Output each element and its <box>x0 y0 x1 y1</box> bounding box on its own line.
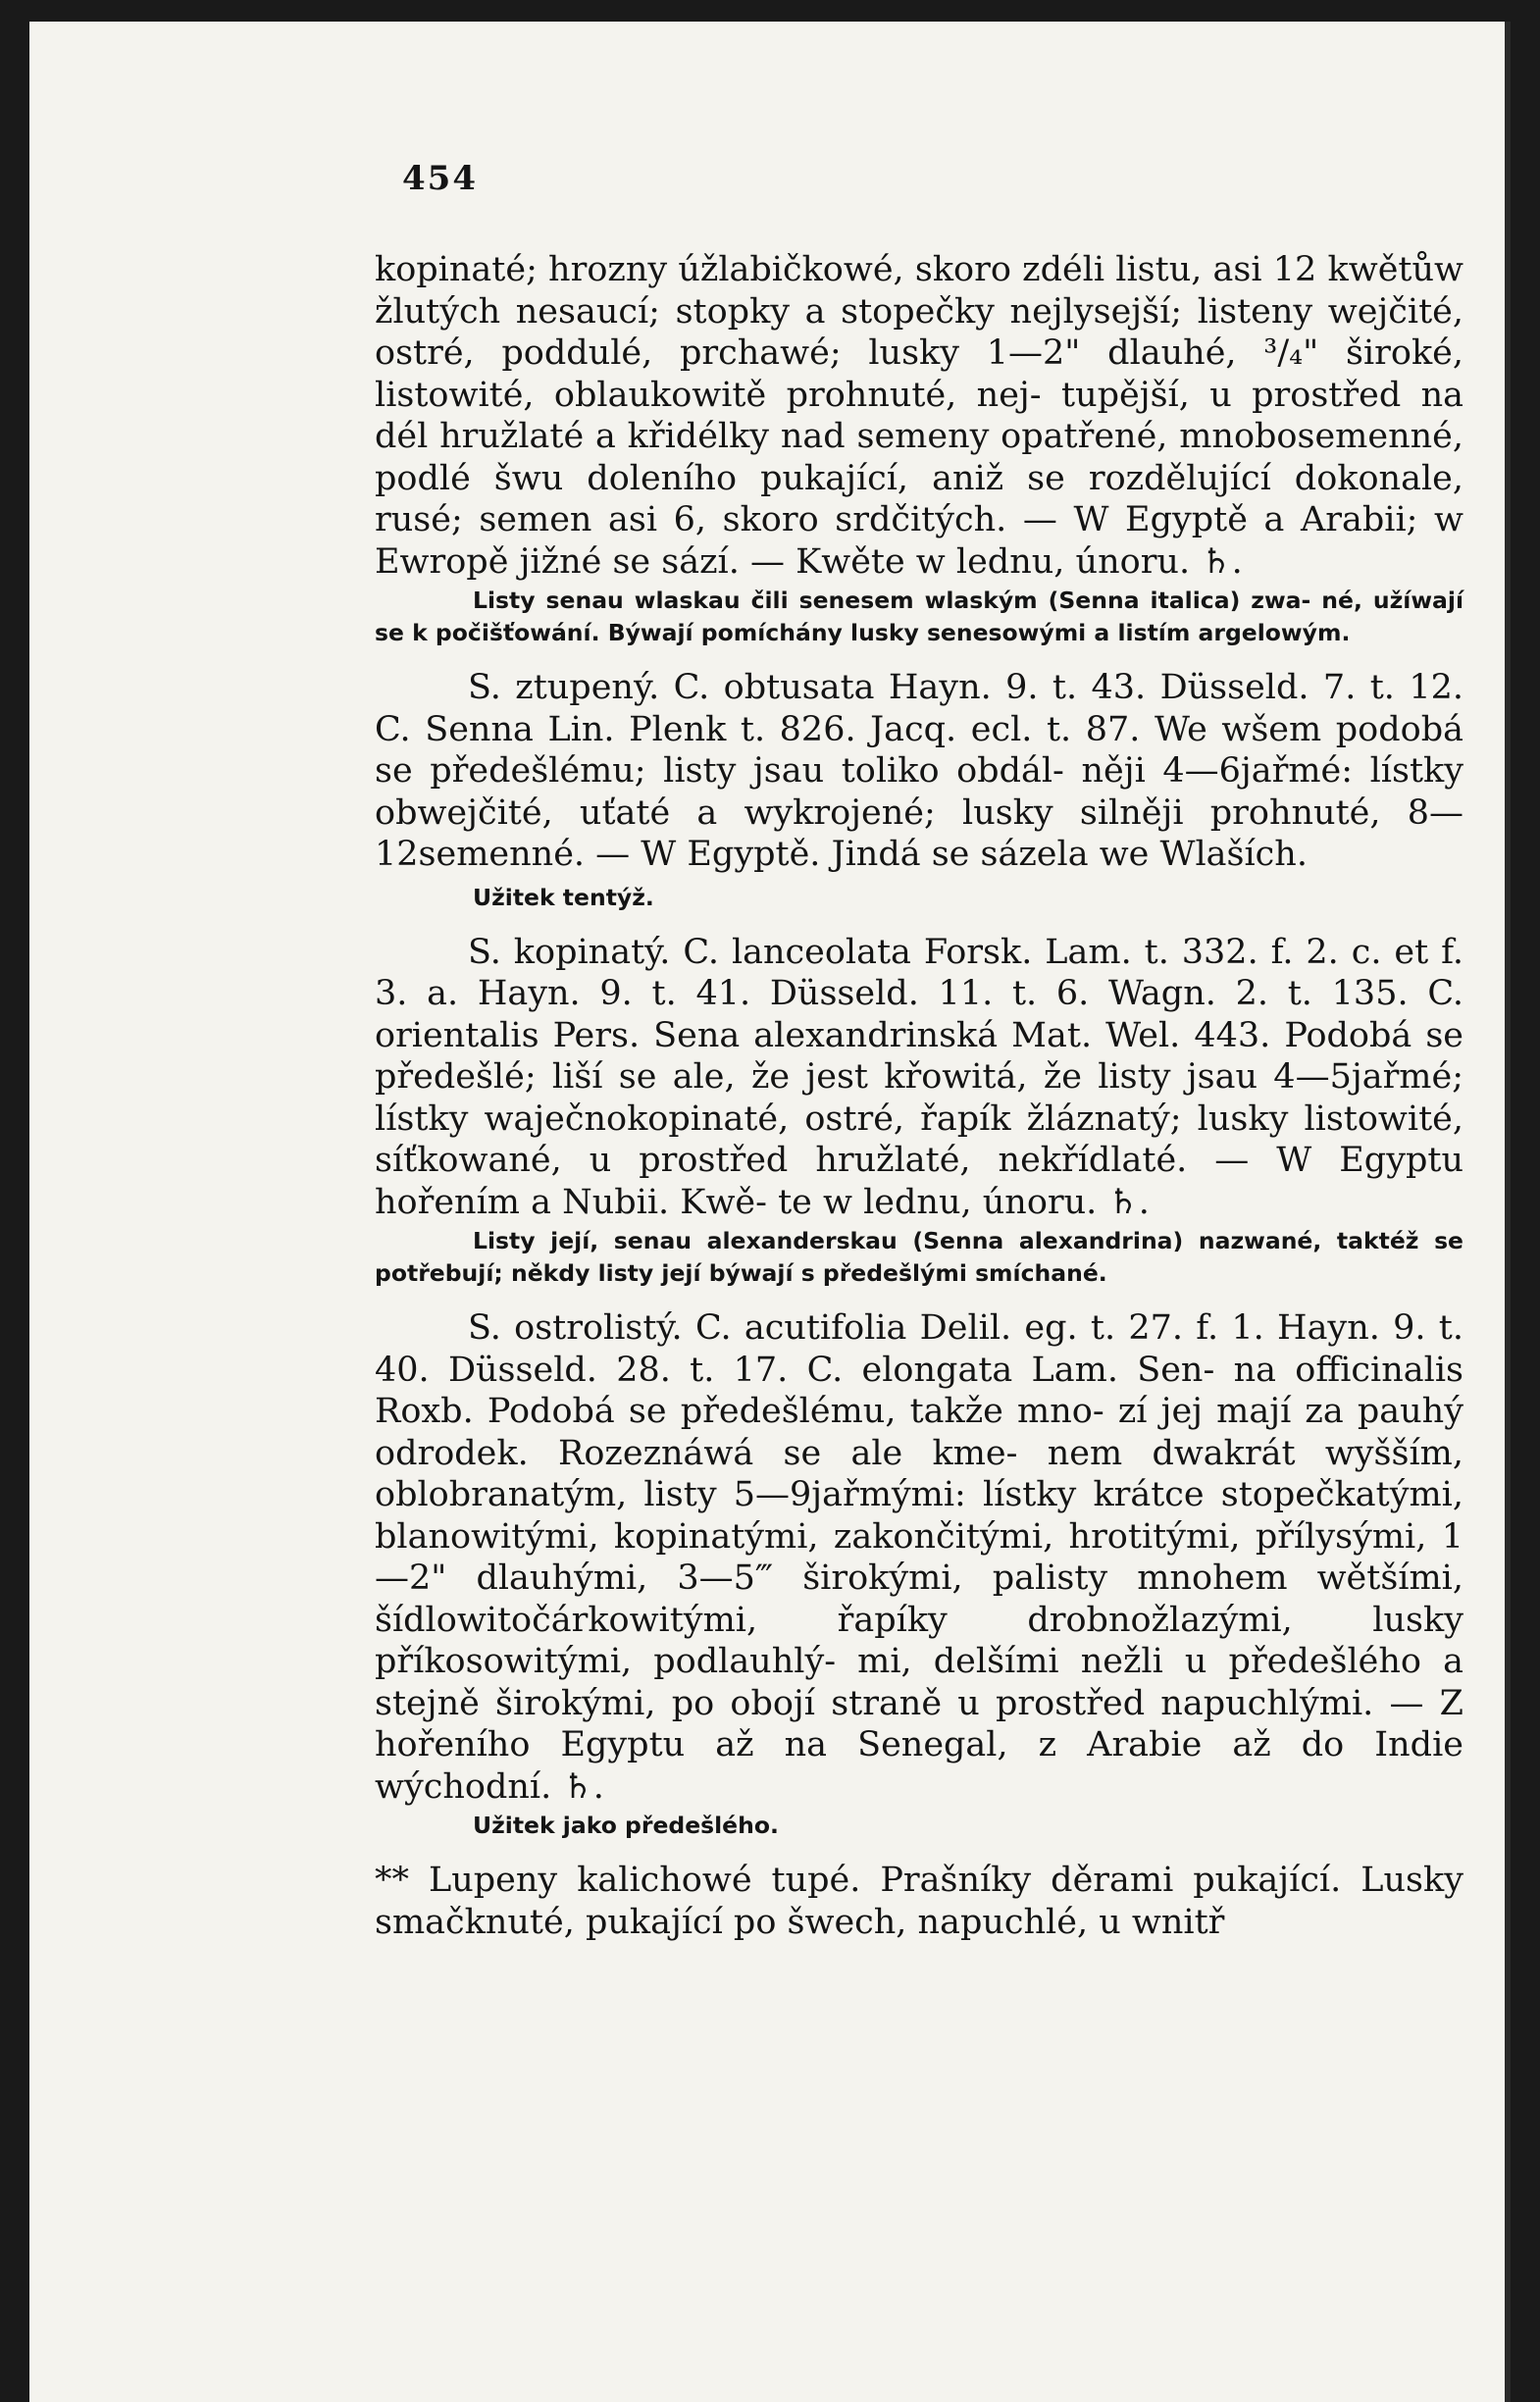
paragraph-species-kopinaty: S. kopinatý. C. lanceolata Forsk. Lam. t. 332. f. 2. c. et f. 3. a. Hayn. 9. t. 41. Düsseld. 11. t. 6. Wagn. 2. t. 135. C. orientalis Pers. Sena alexandrinská Mat. Wel. 443. Podobá se předešlé; liší se ale, že jest křowitá, že listy jsau 4—5jařmé; lístky waječnokopinaté, ostré, řapík žláznatý; lusky listowité, síťkowané, u prostřed hružlaté, nekřídlaté. — W Egyptu hořením a Nubii. Kwě- te w lednu, únoru. ♄. <box>375 932 1464 1222</box>
paragraph-cassia-description-end: kopinaté; hrozny úžlabičkowé, skoro zdéli listu, asi 12 kwětůw žlutých nesaucí; stopky a stopečky nejlysejší; listeny wejčité, ostré, poddulé, prchawé; lusky 1—2" dlauhé, ³/₄" široké, listowité, oblaukowitě prohnuté, nej- tupější, u prostřed na dél hružlaté a křidélky nad semeny opatřené, mnobosemenné, podlé šwu doleního pukající, aniž se rozdělující dokonale, rusé; semen asi 6, skoro srdčitých. — W Egyptě a Arabii; w Ewropě jižné se sází. — Kwěte w lednu, únoru. ♄. <box>375 250 1464 582</box>
page-content <box>375 159 1463 1943</box>
note-uzitek-jako-predesleho: Užitek jako předešlého. <box>473 1812 779 1839</box>
note-uzitek-tentyz: Užitek tentýž. <box>473 883 654 911</box>
paragraph-species-ztupeny: S. ztupený. C. obtusata Hayn. 9. t. 43. Düsseld. 7. t. 12. C. Senna Lin. Plenk t. 826. Jacq. ecl. t. 87. We wšem podobá se předešlému; listy jsau toliko obdál- něji 4—6jařmé: lístky obwejčité, uťaté a wykrojené; lusky silněji prohnuté, 8—12semenné. — W Egyptě. Jindá se sázela we Wlaších. <box>375 668 1463 874</box>
page-number: 454 <box>402 159 478 198</box>
note-senna-italica: Listy senau wlaskau čili senesem wlaským (Senna italica) zwa- né, užíwají se k počišťowání. Býwají pomíchány lusky senesowými a listím argelowým. <box>375 587 1463 646</box>
note-senna-alexandrina: Listy její, senau alexanderskau (Senna alexandrina) nazwané, taktéž se potřebují; někdy listy její býwají s předešlými smíchané. <box>375 1227 1463 1287</box>
paragraph-species-ostrolisty: S. ostrolistý. C. acutifolia Delil. eg. t. 27. f. 1. Hayn. 9. t. 40. Düsseld. 28. t. 17. C. elongata Lam. Sen- na officinalis Roxb. Podobá se předešlému, takže mno- zí jej mají za pauhý odrodek. Rozeznáwá se ale kme- nem dwakrát wyšším, oblobranatým, listy 5—9jařmými: lístky krátce stopečkatými, blanowitými, kopinatými, zakončitými, hrotitými, přílysými, 1—2" dlauhými, 3—5‴ širokými, palisty mnohem wětšími, šídlowitočárkowitými, řapíky drobnožlazými, lusky příkosowitými, podlauhlý- mi, delšími nežli u předešlého a stejně širokými, po obojí straně u prostřed napuchlými. — Z hořeního Egyptu až na Senegal, z Arabie až do Indie wýchodní. ♄. <box>375 1308 1463 1807</box>
book-page <box>29 22 1511 2402</box>
paragraph-section-lupeny: ** Lupeny kalichowé tupé. Prašníky děrami pukající. Lusky smačknuté, pukající po šwech, napuchlé, u wnitř <box>375 1861 1463 1942</box>
